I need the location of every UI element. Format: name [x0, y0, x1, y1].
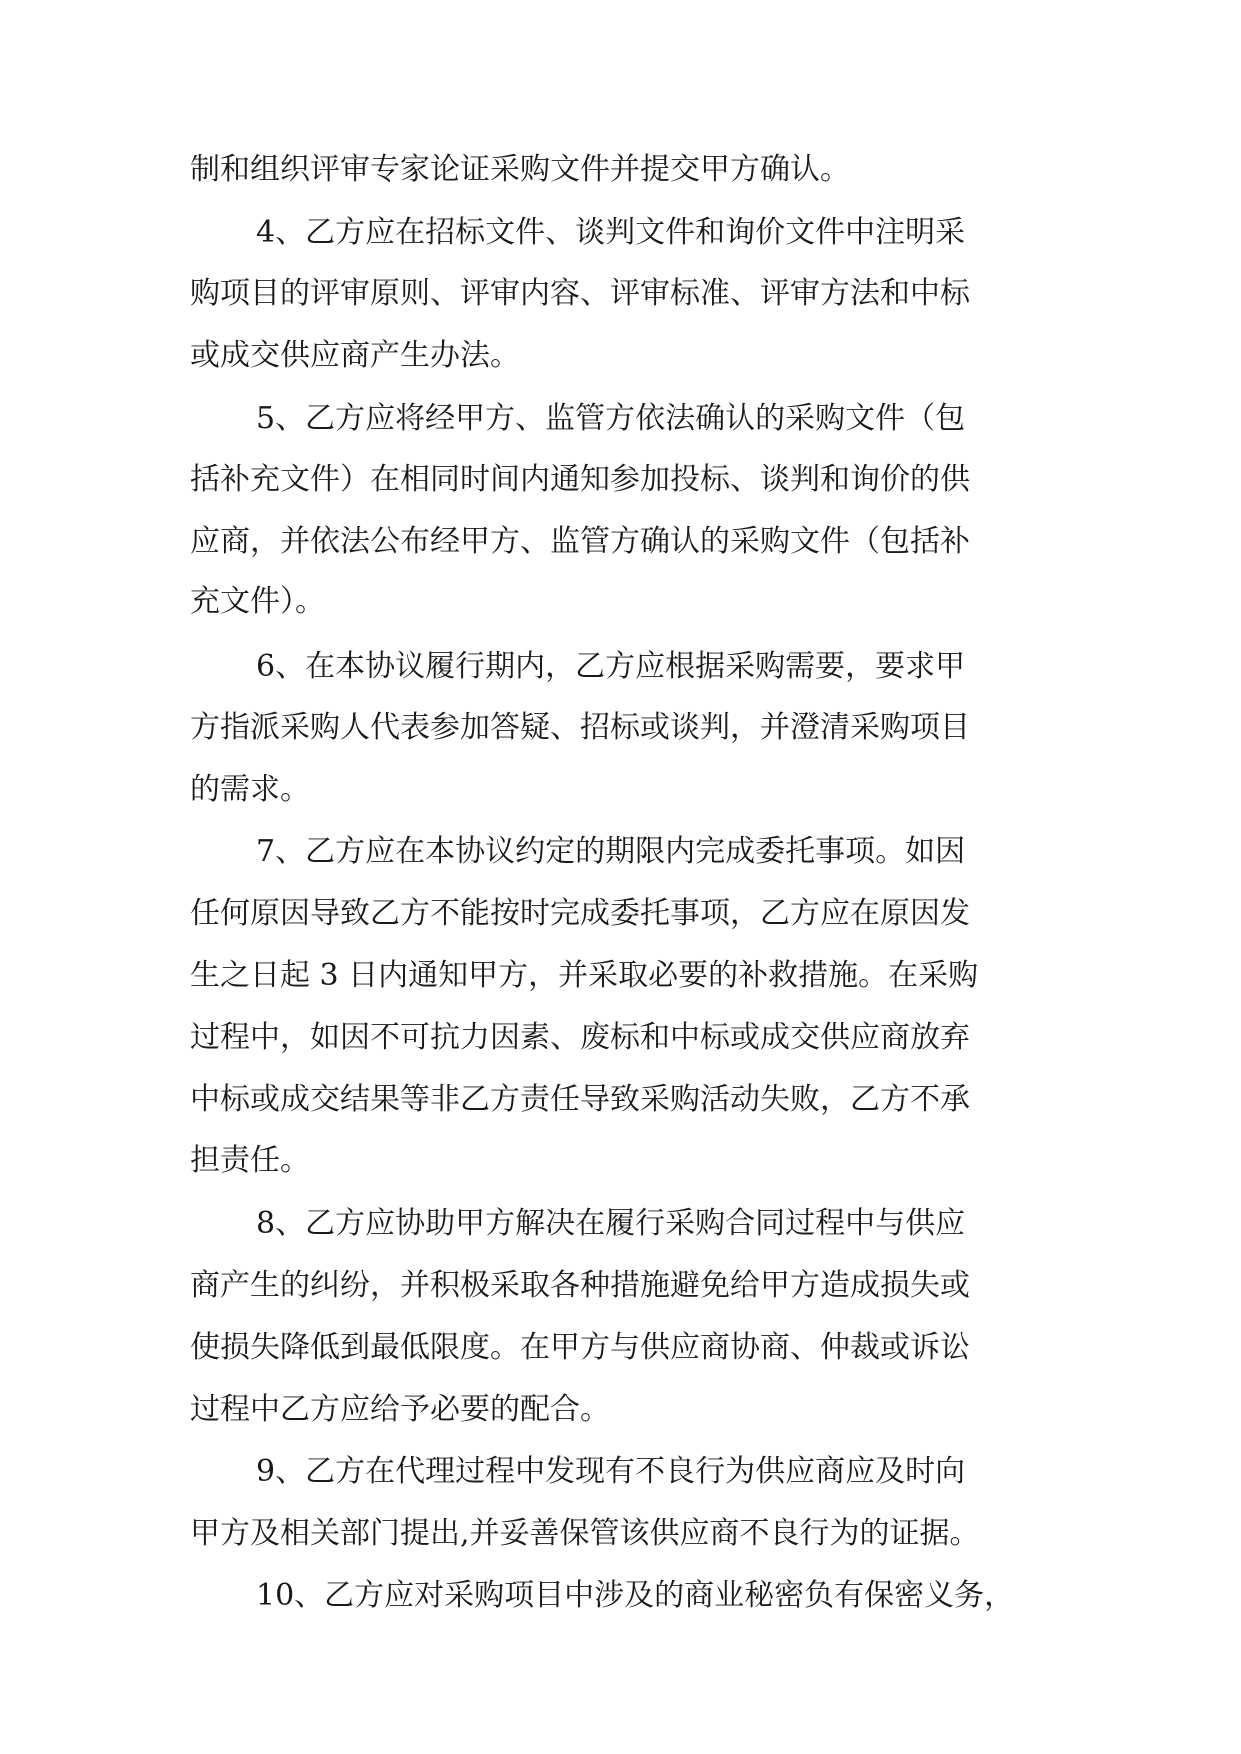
text-line: 的需求。	[190, 772, 310, 807]
text-line: 甲方及相关部门提出,并妥善保管该供应商不良行为的证据。	[190, 1516, 980, 1551]
paragraph-9-line-1: 9、乙方在代理过程中发现有不良行为供应商应及时向	[256, 1454, 966, 1489]
text-line: 中标或成交结果等非乙方责任导致采购活动失败，乙方不承	[190, 1082, 970, 1117]
paragraph-4-line-1: 4、乙方应在招标文件、谈判文件和询价文件中注明采	[256, 215, 966, 250]
text-line: 充文件）。	[190, 584, 325, 619]
text-line: 过程中乙方应给予必要的配合。	[190, 1392, 610, 1427]
text-line: 应商，并依法公布经甲方、监管方确认的采购文件（包括补	[190, 524, 970, 559]
text-line: 任何原因导致乙方不能按时完成委托事项，乙方应在原因发	[190, 896, 970, 931]
paragraph-10-line-1: 10、乙方应对采购项目中涉及的商业秘密负有保密义务，	[256, 1578, 1015, 1613]
paragraph-5-line-1: 5、乙方应将经甲方、监管方依法确认的采购文件（包	[256, 401, 966, 436]
text-line: 担责任。	[190, 1143, 310, 1178]
text-line: 或成交供应商产生办法。	[190, 338, 520, 373]
paragraph-6-line-1: 6、在本协议履行期内，乙方应根据采购需要，要求甲	[256, 649, 966, 684]
text-line: 商产生的纠纷，并积极采取各种措施避免给甲方造成损失或	[190, 1268, 970, 1303]
text-line: 购项目的评审原则、评审内容、评审标准、评审方法和中标	[190, 276, 970, 311]
text-line: 制和组织评审专家论证采购文件并提交甲方确认。	[190, 152, 850, 187]
text-line: 括补充文件）在相同时间内通知参加投标、谈判和询价的供	[190, 462, 970, 497]
paragraph-8-line-1: 8、乙方应协助甲方解决在履行采购合同过程中与供应	[256, 1206, 966, 1241]
text-line: 使损失降低到最低限度。在甲方与供应商协商、仲裁或诉讼	[190, 1330, 970, 1365]
text-line: 方指派采购人代表参加答疑、招标或谈判，并澄清采购项目	[190, 710, 970, 745]
text-line: 过程中，如因不可抗力因素、废标和中标或成交供应商放弃	[190, 1020, 970, 1055]
paragraph-7-line-1: 7、乙方应在本协议约定的期限内完成委托事项。如因	[256, 834, 966, 869]
text-line: 生之日起 3 日内通知甲方，并采取必要的补救措施。在采购	[190, 958, 979, 993]
